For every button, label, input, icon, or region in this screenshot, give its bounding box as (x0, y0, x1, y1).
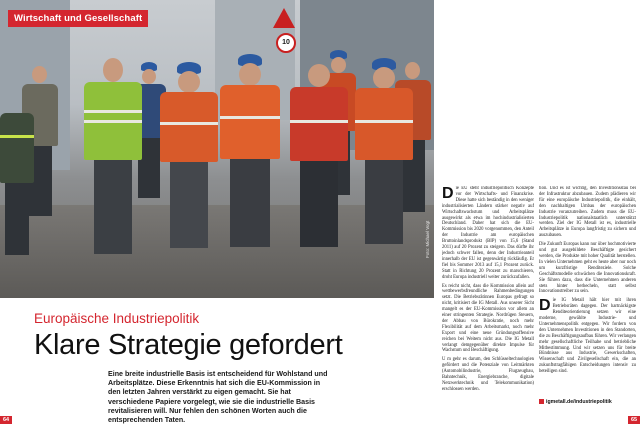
worker (160, 62, 218, 252)
paragraph: U m gehr es darum, den Schlüsseltechnologien gefördert und die Potenziale von Leitmärkten (Automobilindustrie, Flugzeugbau, Bahntechnik, Energiebranche, digitale Netzwerktechnik und Telekommunikation) erschlossen werden. (442, 357, 534, 392)
worker (355, 58, 413, 248)
page-number-right: 65 (628, 416, 640, 424)
paragraph: tion. Und es ist wichtig, den Investitionsstau bei der Infrastruktur abzubauen. Zudem plädieren wir für eine europäische Industriepolitik, die einhält, den nachhaltigen Umbau der europäischen Industrie voranzutreiben. Zudem muss die EU-Industriepolitik nationalstaatlich unterstützt werden. Ziel der IG Metall ist es, industrielle Arbeitsplätze in Europa langfristig zu sichern und auszubauen. (539, 186, 636, 239)
worker (82, 58, 144, 258)
worker (290, 60, 348, 250)
worker (220, 54, 280, 252)
article-column-1 (442, 186, 534, 406)
paragraph: Die Zukunft Europas kann nur über hochmotivierte und gut ausgebildete Beschäftigte gesichert werden, die Produkte mit hoher Qualität herstellen. In vielen Unternehmen geht es heute aber nur noch um kurzfristige Renditeziele. Solche Geschäftsmodelle schwächen die Innovationskraft. Sie führen dazu, dass die Unternehmen anderen stets hinter herhecheln, statt selbst Innovationstreiber zu sein. (539, 242, 636, 295)
section-tag: Wirtschaft und Gesellschaft (8, 10, 148, 27)
link-text: igmetall.de/industriepolitik (546, 399, 612, 405)
speed-sign-icon: 10 (276, 33, 296, 53)
worker (0, 95, 34, 260)
photo-credit: Foto: Michael Vogt (425, 220, 430, 258)
workers-photo (0, 0, 434, 298)
paragraph: ie EU steht industriepolitisch Konzepte vor der Wirtschafts- und Finanzkrise. Diese hatte sich beständig in den weniger industrialisierten Ländern stärker negativ auf Wirtschaftswachstum und Arbeitsplätze ausgewirkt als etwa im hochindustrialisierten Deutschland. Daher hat sich die EU-Kommission bis 2020 vorgenommen, den Anteil der Industrie am europäischen Bruttoinlandsprodukt (BIP) von 15,6 (Stand 2011) auf 20 Prozent zu steigern. Das dürfte ihr jedoch schwer fallen, denn der Industrieanteil innerhalb der EU ist gegenwärtig rückläufig. Er fiel bis Sommer 2013 auf 15,1 Prozent zurück. Statt in Richtung 20 Prozent zu marschieren, droht Europa industriell weiter zurückzufallen. (442, 186, 534, 280)
dropcap: D (442, 186, 454, 202)
page-number-left: 64 (0, 416, 12, 424)
paragraph: ie IG Metall hält hier mit ihren Betriebsräten dagegen. Der hartnäckigste Renditeorientierung setzen wir eine moderne, gewählte Industrie- und Unternehmenspolitik entgegen. Wir fordern von den Unternehmen Investitionen in den Standorten, die zu Beschäftigungsaufbau führen. Wir verlangen mehr gesellschaftliche Teilhabe und betriebliche Mitbestimmung. Und wir setzen uns für breite Bündnisse aus Industrie, Gewerkschaften, Wissenschaft und Zivilgesellschaft ein, die an zukunftstragfähigen Entscheidungen intensiv zu beteiligen sind. (539, 298, 636, 375)
dropcap: D (539, 297, 551, 315)
square-bullet-icon (539, 399, 544, 404)
kicker: Europäische Industriepolitik (34, 311, 200, 326)
article-link[interactable] (539, 399, 612, 405)
intro-text: Eine breite industrielle Basis ist entscheidend für Wohlstand und Arbeitsplätze. Diese Erkenntnis hat sich die EU-Kommission in den letzten Jahren verstärkt zu eigen gemacht. Sie hat verschiedene Papiere vorgelegt, wie sie die industrielle Basis revitalisieren will. Nur fehlen den schönen Worten auch die entsprechenden Taten. (108, 370, 328, 425)
headline: Klare Strategie gefordert (34, 329, 343, 361)
paragraph: Es reicht nicht, dass die Kommission allein auf wettbewerbsfreundliche Rahmenbedingungen setzt. Die Betriebsrätinnen Europas gefragt so nicht, kritisiert die IG Metall. Aus unserer Sicht mangelt es der EU-Kommission vor allem an einer stringenten Strategie. Nordrügen Steuern, der Abbau von Bürokratie, noch mehr Flexibilität auf dem Arbeitsmarkt, noch mehr Export und eine neue Gründungsoffensive reichen bei Weitem nicht aus. Die IG Metall verlangt demgegenüber direkte Impulse für Wachstum und Beschäftigung. (442, 283, 534, 354)
article-column-2 (539, 186, 636, 406)
warning-sign-icon (273, 8, 295, 28)
